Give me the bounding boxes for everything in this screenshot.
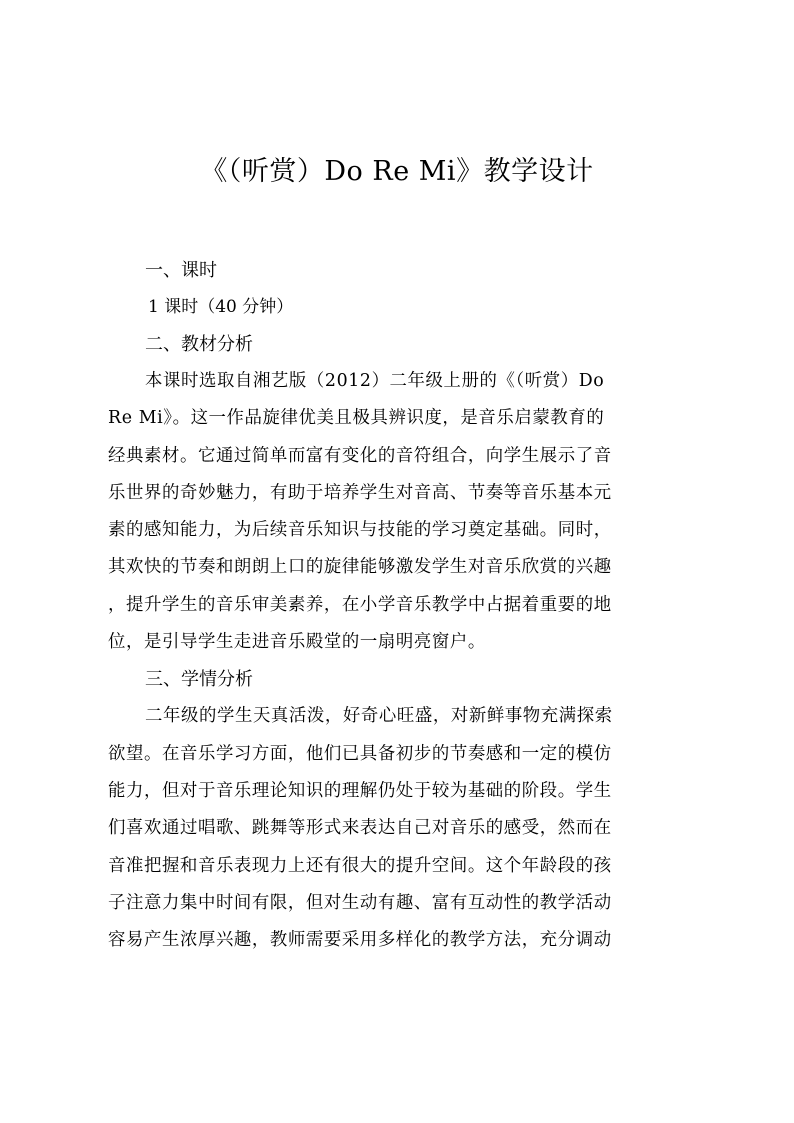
paragraph-line: 子注意力集中时间有限，但对生动有趣、富有互动性的教学活动 [108, 892, 612, 913]
paragraph-line: 们喜欢通过唱歌、跳舞等形式来表达自己对音乐的感受，然而在 [108, 818, 612, 839]
paragraph-line: 音准把握和音乐表现力上还有很大的提升空间。这个年龄段的孩 [108, 855, 612, 876]
paragraph-line: 本课时选取自湘艺版（2012）二年级上册的《（听赏）Do [145, 371, 605, 391]
section-heading-class-hours: 一、课时 [145, 260, 217, 281]
paragraph-line: 经典素材。它通过简单而富有变化的音符组合，向学生展示了音 [108, 445, 612, 466]
paragraph-line: 二年级的学生天真活泼，好奇心旺盛，对新鲜事物充满探索 [145, 706, 613, 727]
paragraph-line: 乐世界的奇妙魅力，有助于培养学生对音高、节奏等音乐基本元 [108, 482, 612, 503]
paragraph-line: 容易产生浓厚兴趣，教师需要采用多样化的教学方法，充分调动 [108, 930, 612, 951]
paragraph-line: 位，是引导学生走进音乐殿堂的一扇明亮窗户。 [108, 632, 486, 653]
paragraph-line: ，提升学生的音乐审美素养，在小学音乐教学中占据着重要的地 [108, 594, 612, 615]
paragraph-line: 欲望。在音乐学习方面，他们已具备初步的节奏感和一定的模仿 [108, 743, 612, 764]
document-body [108, 252, 693, 959]
section-heading-student-analysis: 三、学情分析 [145, 669, 253, 691]
paragraph-line: 其欢快的节奏和朗朗上口的旋律能够激发学生对音乐欣赏的兴趣 [108, 557, 612, 578]
paragraph-line: 素的感知能力，为后续音乐知识与技能的学习奠定基础。同时， [108, 520, 612, 541]
section-heading-material-analysis: 二、教材分析 [145, 334, 253, 355]
paragraph-line: Re Mi》。这一作品旋律优美且极具辨识度，是音乐启蒙教育的 [108, 408, 605, 429]
class-hours-text: 1 课时（40 分钟） [148, 297, 294, 317]
document-title: 《（听赏）Do Re Mi》教学设计 [200, 156, 594, 187]
material-analysis-paragraph [108, 363, 693, 661]
paragraph-line: 能力，但对于音乐理论知识的理解仍处于较为基础的阶段。学生 [108, 780, 612, 801]
student-analysis-paragraph [108, 698, 693, 959]
